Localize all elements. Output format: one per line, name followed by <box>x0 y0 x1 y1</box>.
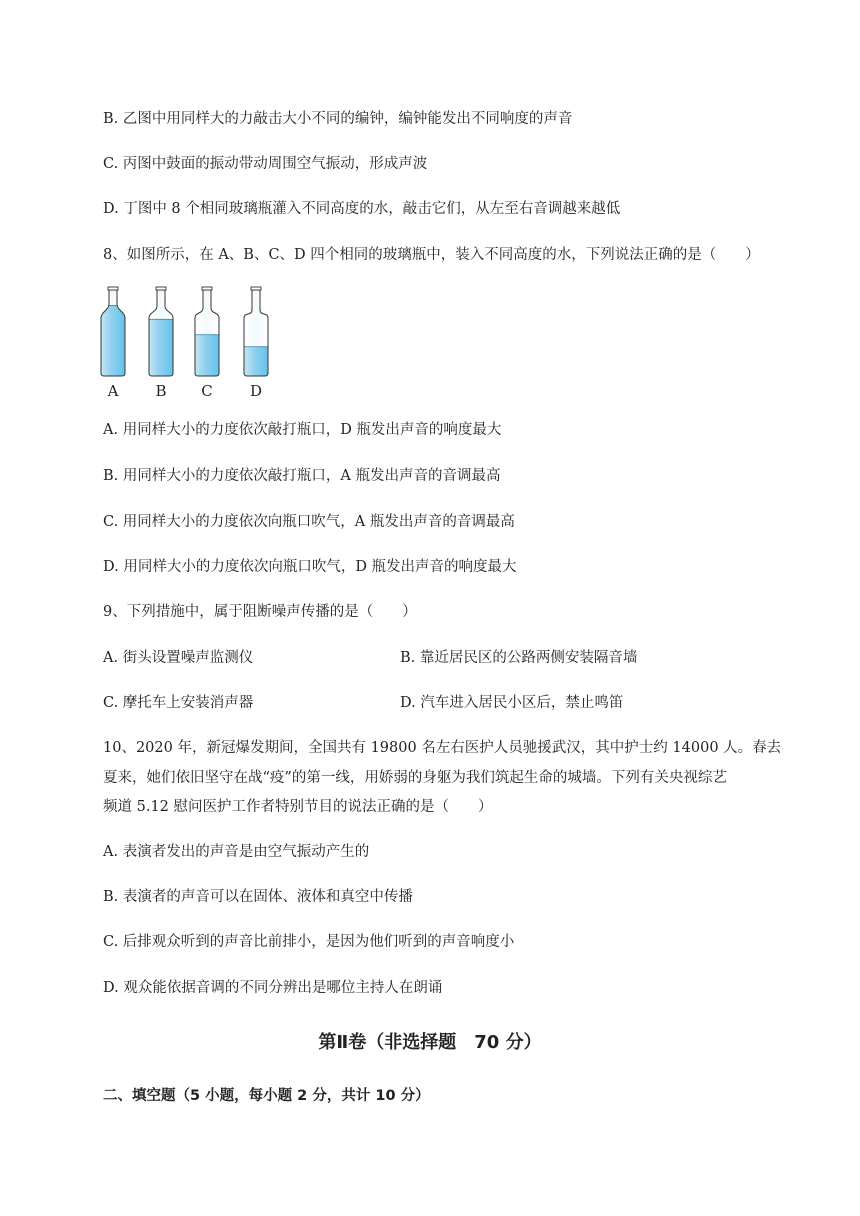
bottle-d-lip <box>251 287 261 290</box>
q7-option-d: D. 丁图中 8 个相同玻璃瓶灌入不同高度的水，敲击它们，从左至右音调越来越低 <box>103 201 621 217</box>
bottle-label-b: B <box>155 382 167 400</box>
bottle-b-lip <box>156 287 166 290</box>
q7-option-c: C. 丙图中鼓面的振动带动周围空气振动，形成声波 <box>103 156 428 172</box>
bottle-label-a: A <box>107 382 119 400</box>
q9-option-d: D. 汽车进入居民小区后，禁止鸣笛 <box>400 695 624 711</box>
q9-option-a: A. 街头设置噪声监测仪 <box>103 650 254 666</box>
bottles-figure <box>96 284 286 402</box>
q8-option-d: D. 用同样大小的力度依次向瓶口吹气，D 瓶发出声音的响度最大 <box>103 559 517 575</box>
bottle-c-lip <box>202 287 212 290</box>
q7-option-b: B. 乙图中用同样大的力敲击大小不同的编钟，编钟能发出不同响度的声音 <box>103 111 573 127</box>
q8-option-a: A. 用同样大小的力度依次敲打瓶口，D 瓶发出声音的响度最大 <box>103 422 502 438</box>
part2-title: 第Ⅱ卷（非选择题 70 分） <box>318 1032 542 1053</box>
bottle-a-lip <box>108 287 118 290</box>
bottle-label-d: D <box>249 382 263 400</box>
q9-option-b: B. 靠近居民区的公路两侧安装隔音墙 <box>400 650 638 666</box>
q9-option-c: C. 摩托车上安装消声器 <box>103 695 254 711</box>
q8-option-b: B. 用同样大小的力度依次敲打瓶口，A 瓶发出声音的音调最高 <box>103 468 501 484</box>
q10-stem-line3: 频道 5.12 慰问医护工作者特别节目的说法正确的是（ ） <box>103 799 493 815</box>
q10-option-b: B. 表演者的声音可以在固体、液体和真空中传播 <box>103 889 413 905</box>
q8-stem: 8、如图所示，在 A、B、C、D 四个相同的玻璃瓶中，装入不同高度的水，下列说法正确的是（ ） <box>103 247 760 263</box>
section-title: 二、填空题（5 小题，每小题 2 分，共计 10 分） <box>103 1088 430 1104</box>
bottle-a-water <box>99 305 127 378</box>
q10-stem-line1: 10、2020 年，新冠爆发期间，全国共有 19800 名左右医护人员驰援武汉，其中护士约 14000 人。春去 <box>103 740 782 756</box>
q8-option-c: C. 用同样大小的力度依次向瓶口吹气，A 瓶发出声音的音调最高 <box>103 514 515 530</box>
q10-option-c: C. 后排观众听到的声音比前排小，是因为他们听到的声音响度小 <box>103 934 515 950</box>
bottle-label-c: C <box>201 382 213 400</box>
q9-stem: 9、下列措施中，属于阻断噪声传播的是（ ） <box>103 604 417 620</box>
bottle-c-water <box>193 335 221 378</box>
q10-option-d: D. 观众能依据音调的不同分辨出是哪位主持人在朗诵 <box>103 980 443 996</box>
q10-option-a: A. 表演者发出的声音是由空气振动产生的 <box>103 844 370 860</box>
bottle-b-water <box>147 319 175 378</box>
bottle-d-water <box>242 347 270 378</box>
q10-stem-line2: 夏来，她们依旧坚守在战“疫”的第一线，用娇弱的身躯为我们筑起生命的城墙。下列有关央视综艺 <box>103 770 727 786</box>
